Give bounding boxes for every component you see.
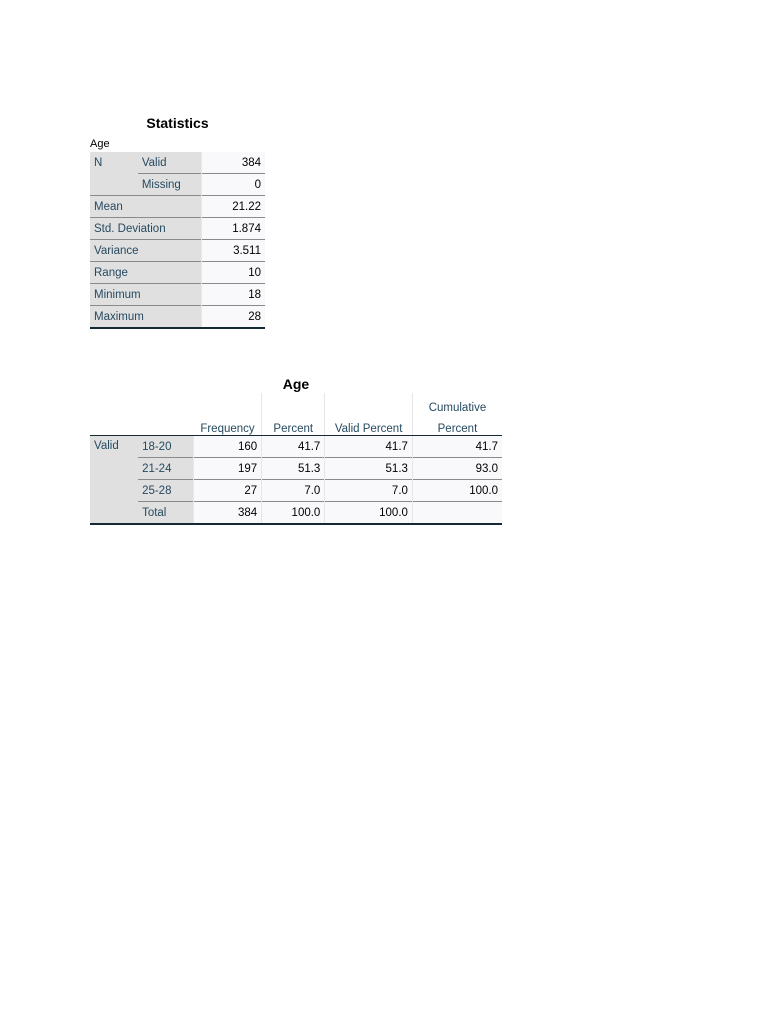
frequency-title: Age [282,376,310,392]
header-percent: Percent [262,414,325,436]
cell-valid-percent: 100.0 [325,502,413,525]
header-frequency: Frequency [194,414,262,436]
row-label: Mean [90,196,201,218]
cell-cumulative: 100.0 [412,480,502,502]
cell-frequency: 160 [194,436,262,458]
table-row [90,306,265,329]
cell-value: 21.22 [201,196,265,218]
cell-percent: 41.7 [262,436,325,458]
table-row [90,174,265,196]
header-cumulative-line1: Cumulative [412,393,502,414]
category-label: Total [138,502,194,525]
header-valid-percent: Valid Percent [325,414,413,436]
header-spacer [138,393,194,414]
cell-valid-percent: 41.7 [325,436,413,458]
header-cumulative-line2: Percent [412,414,502,436]
table-row [90,262,265,284]
table-row [90,152,265,174]
table-row [90,196,265,218]
cell-percent: 51.3 [262,458,325,480]
row-label: Variance [90,240,201,262]
header-row-1 [90,393,502,414]
header-spacer [90,393,138,414]
header-spacer [194,393,262,414]
cell-value: 10 [201,262,265,284]
category-label: 25-28 [138,480,194,502]
header-spacer [325,393,413,414]
cell-value: 3.511 [201,240,265,262]
row-sublabel: Valid [138,152,201,174]
row-label [90,174,138,196]
cell-value: 28 [201,306,265,329]
header-row-2 [90,414,502,436]
cell-cumulative [412,502,502,525]
row-label: N [90,152,138,174]
statistics-table [90,152,265,329]
statistics-variable-label: Age [90,138,110,150]
category-label: 21-24 [138,458,194,480]
statistics-title: Statistics [146,115,209,131]
row-label: Maximum [90,306,201,329]
header-spacer [138,414,194,436]
cell-value: 1.874 [201,218,265,240]
cell-frequency: 384 [194,502,262,525]
table-row [90,284,265,306]
row-label: Std. Deviation [90,218,201,240]
cell-frequency: 27 [194,480,262,502]
table-row [90,218,265,240]
cell-value: 18 [201,284,265,306]
cell-valid-percent: 51.3 [325,458,413,480]
header-spacer [90,414,138,436]
cell-frequency: 197 [194,458,262,480]
table-row [90,436,502,458]
row-label: Range [90,262,201,284]
cell-cumulative: 41.7 [412,436,502,458]
table-row [90,480,502,502]
cell-percent: 7.0 [262,480,325,502]
table-row [90,240,265,262]
cell-valid-percent: 7.0 [325,480,413,502]
cell-value: 384 [201,152,265,174]
category-label: 18-20 [138,436,194,458]
cell-percent: 100.0 [262,502,325,525]
table-row [90,502,502,525]
cell-value: 0 [201,174,265,196]
row-sublabel: Missing [138,174,201,196]
cell-cumulative: 93.0 [412,458,502,480]
frequency-table [90,393,502,525]
table-row [90,458,502,480]
header-spacer [262,393,325,414]
group-label: Valid [90,436,138,525]
row-label: Minimum [90,284,201,306]
